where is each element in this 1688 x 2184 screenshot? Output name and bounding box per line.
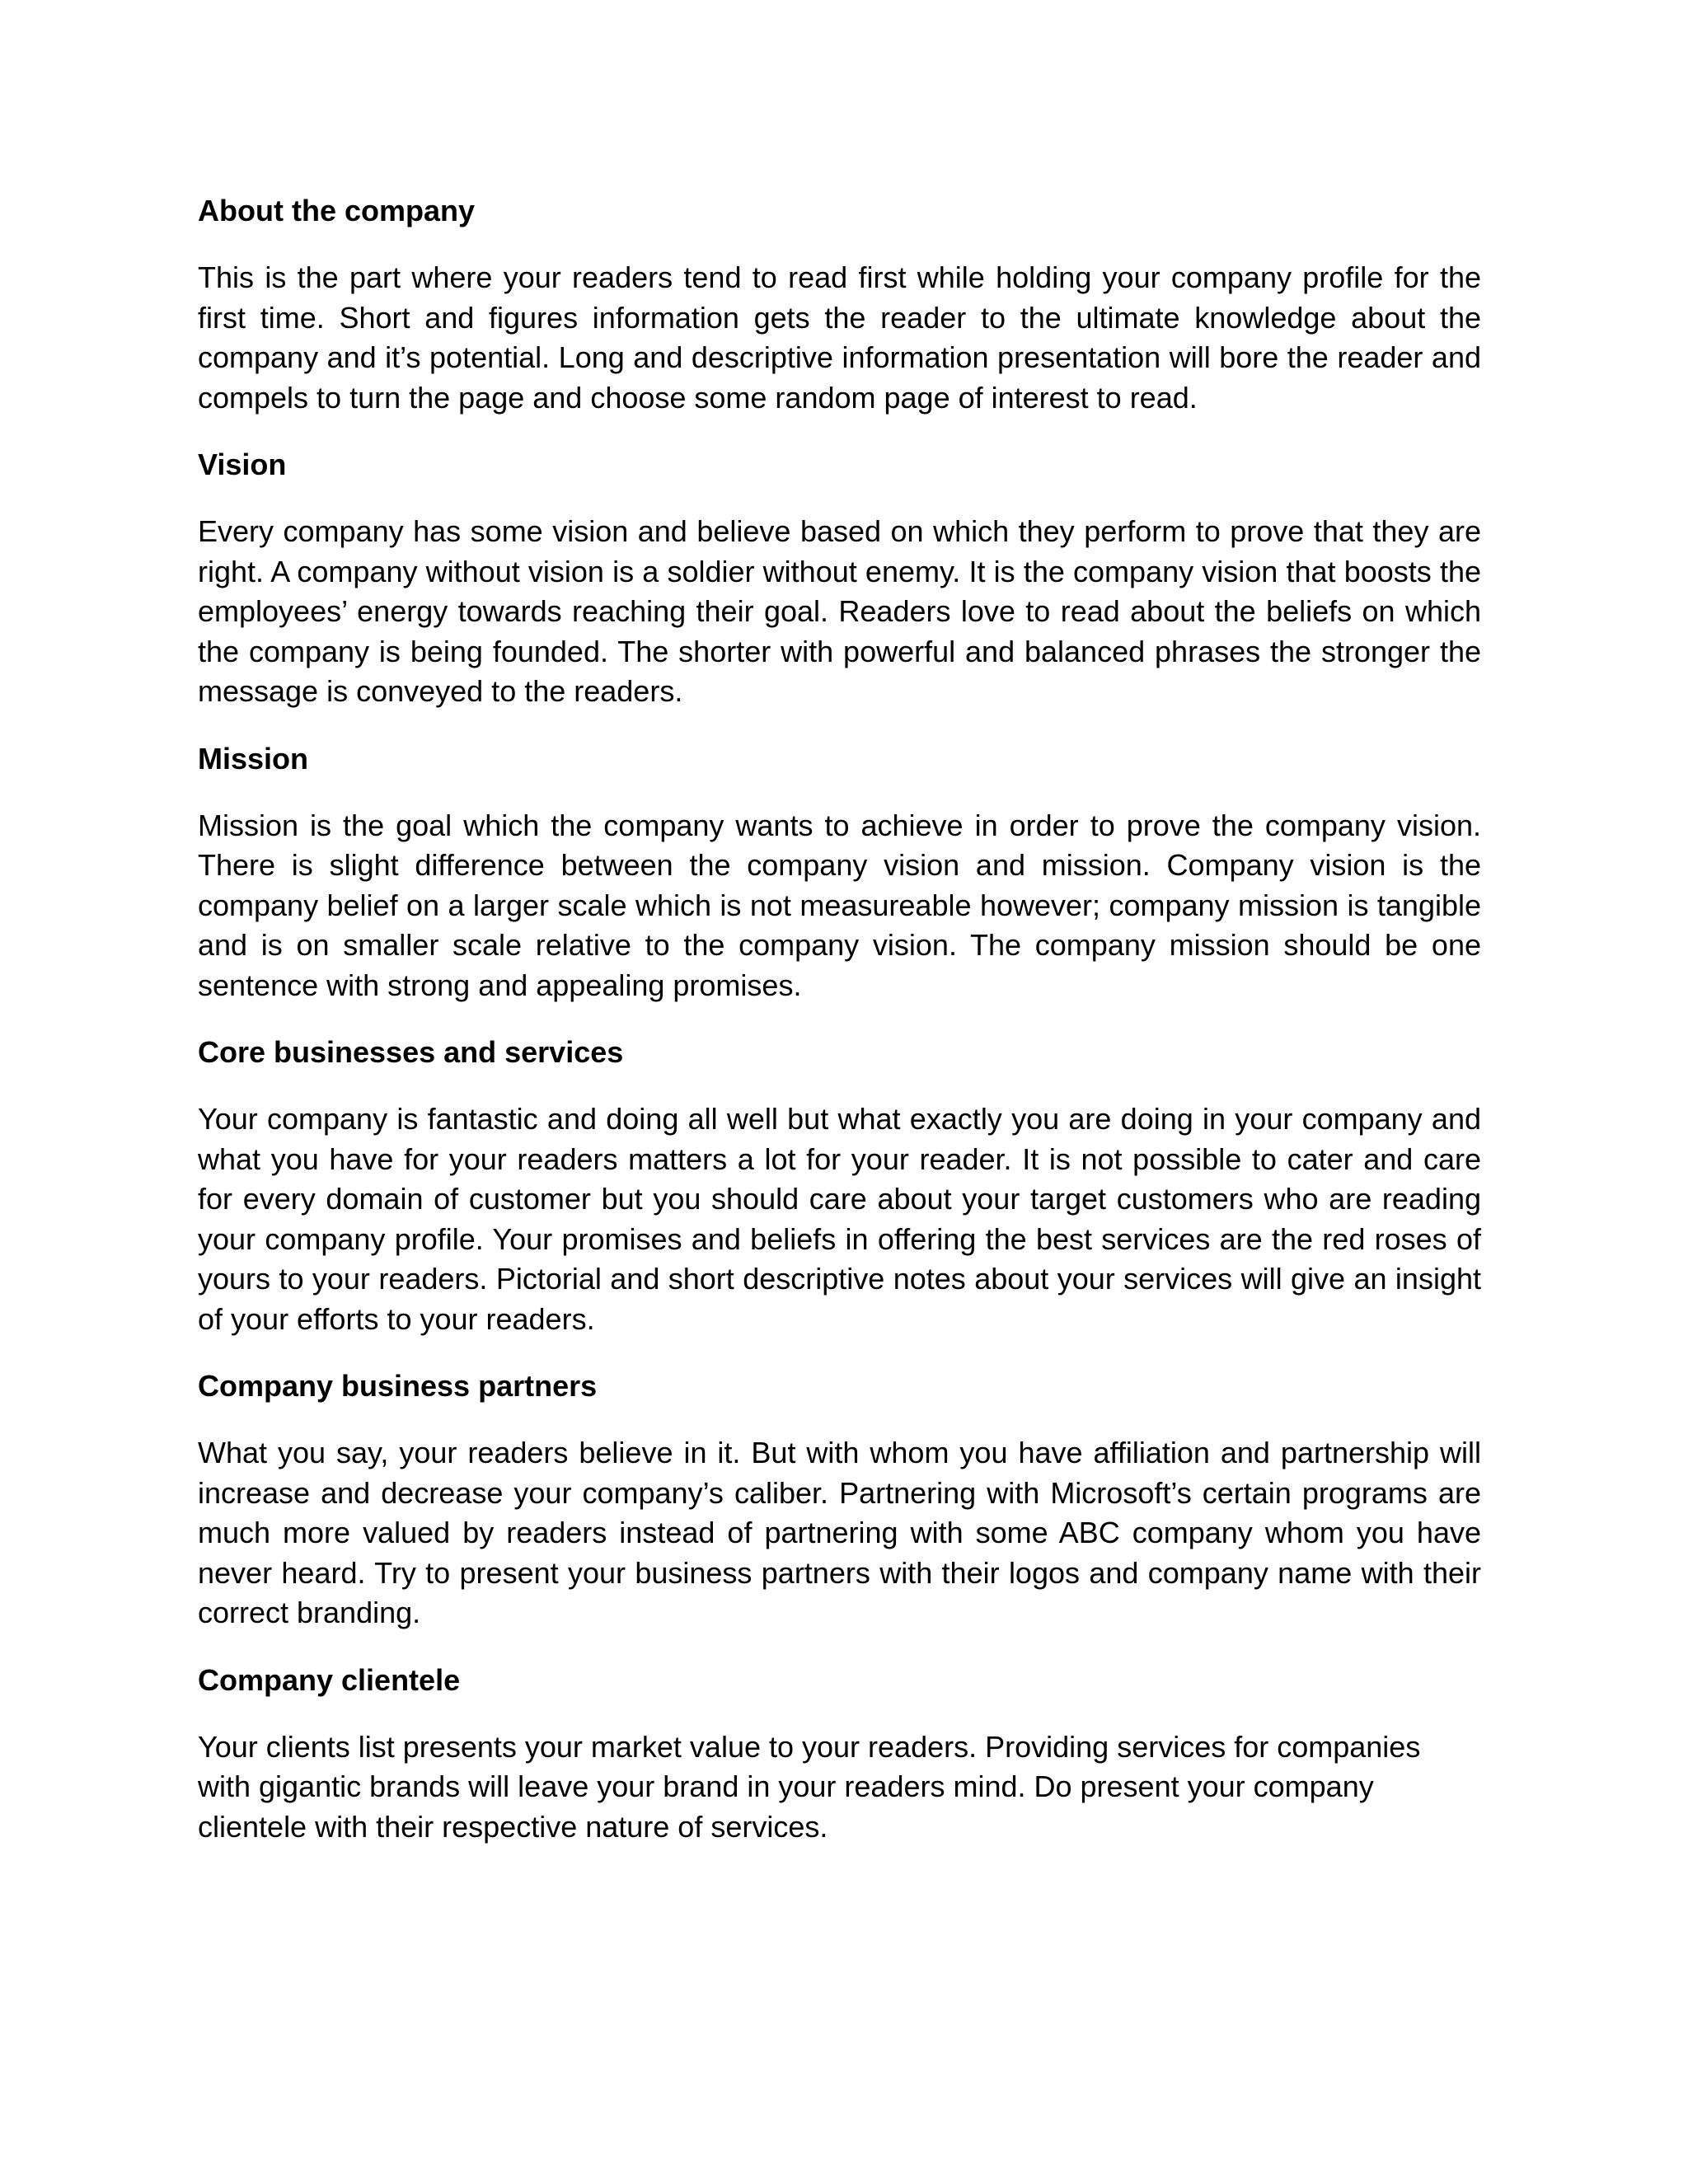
section-paragraph: This is the part where your readers tend to read first while holding your company profile for the first time. Short and figures information gets the reader to the ultimate knowledge about the company and it’s potential. Long and descriptive information presentation will bore the reader and compels to turn the page and choose some random page of interest to read. — [198, 260, 1481, 415]
section-company-clientele — [198, 1661, 1481, 1848]
section-paragraph: Your clients list presents your market value to your readers. Providing services for companies with gigantic brands will leave your brand in your readers mind. Do present your company clientele with their respective nature of services. — [198, 1729, 1421, 1844]
section-about-the-company — [198, 191, 1481, 418]
section-company-business-partners — [198, 1366, 1481, 1633]
section-heading: Company business partners — [198, 1369, 598, 1403]
section-heading: Core businesses and services — [198, 1035, 624, 1069]
section-heading: Mission — [198, 741, 309, 776]
section-heading: Company clientele — [198, 1662, 461, 1697]
section-paragraph: Your company is fantastic and doing all well but what exactly you are doing in your company and what you have for your readers matters a lot for your reader. It is not possible to cater and care for every domain of customer but you should care about your target customers who are reading your company profile. Your promises and beliefs in offering the best services are the red roses of yours to your readers. Pictorial and short descriptive notes about your services will give an insight of your efforts to your readers. — [198, 1102, 1481, 1336]
document-page — [198, 191, 1481, 1874]
section-paragraph: Mission is the goal which the company wants to achieve in order to prove the company vision. There is slight difference between the company vision and mission. Company vision is the company belief on a larger scale which is not measureable however; company mission is tangible and is on smaller scale relative to the company vision. The company mission should be one sentence with strong and appealing promises. — [198, 808, 1481, 1002]
section-vision — [198, 445, 1481, 712]
section-heading: Vision — [198, 448, 287, 481]
section-paragraph: Every company has some vision and believe based on which they perform to prove that they are right. A company without vision is a soldier without enemy. It is the company vision that boosts the employees’ energy towards reaching their goal. Readers love to read about the beliefs on which the company is being founded. The shorter with powerful and balanced phrases the stronger the message is conveyed to the readers. — [198, 514, 1481, 708]
section-heading: About the company — [198, 194, 476, 227]
section-mission — [198, 739, 1481, 1006]
section-paragraph: What you say, your readers believe in it. But with whom you have affiliation and partnership will increase and decrease your company’s caliber. Partnering with Microsoft’s certain programs are much more valued by readers instead of partnering with some ABC company whom you have never heard. Try to present your business partners with their logos and company name with their correct branding. — [198, 1436, 1481, 1629]
section-core-businesses-and-services — [198, 1033, 1481, 1339]
